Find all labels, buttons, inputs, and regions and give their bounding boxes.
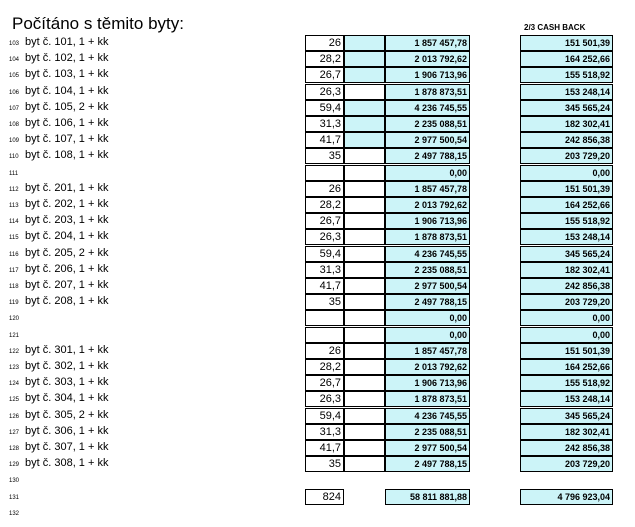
highlight-cell[interactable] (344, 391, 385, 407)
row-number: 126 (9, 413, 20, 420)
price-cell[interactable]: 2 013 792,62 (385, 197, 470, 213)
table-row (0, 375, 635, 391)
price-cell[interactable]: 2 013 792,62 (385, 359, 470, 375)
row-number: 104 (9, 57, 20, 64)
apartment-name[interactable]: byt č. 308, 1 + kk (25, 457, 109, 470)
table-row (0, 359, 635, 375)
price-cell[interactable]: 0,00 (385, 327, 470, 343)
highlight-cell[interactable] (344, 165, 385, 181)
table-row (0, 116, 635, 132)
cashback-cell[interactable]: 242 856,38 (520, 440, 613, 456)
apartment-name[interactable]: byt č. 105, 2 + kk (25, 100, 109, 113)
highlight-cell[interactable] (344, 116, 385, 132)
area-cell[interactable]: 31,3 (305, 262, 344, 278)
highlight-cell[interactable] (344, 440, 385, 456)
price-cell[interactable]: 1 906 713,96 (385, 375, 470, 391)
price-cell[interactable]: 2 013 792,62 (385, 51, 470, 67)
table-row (0, 213, 635, 229)
area-cell[interactable]: 26 (305, 35, 344, 51)
table-row (0, 440, 635, 456)
table-row (0, 148, 635, 164)
cashback-cell[interactable]: 242 856,38 (520, 278, 613, 294)
price-cell[interactable]: 2 497 788,15 (385, 294, 470, 310)
area-cell[interactable]: 26,3 (305, 84, 344, 100)
price-cell[interactable]: 1 857 457,78 (385, 343, 470, 359)
row-number: 112 (9, 186, 19, 193)
apartment-name[interactable]: byt č. 302, 1 + kk (25, 360, 109, 372)
total-cashback-cell[interactable]: 4 796 923,04 (520, 489, 613, 505)
apartment-name[interactable]: byt č. 103, 1 + kk (25, 68, 109, 81)
row-number: 123 (9, 365, 20, 371)
highlight-cell[interactable] (344, 359, 385, 375)
table-row (0, 246, 635, 262)
area-cell[interactable]: 41,7 (305, 440, 344, 456)
apartment-name[interactable]: byt č. 201, 1 + kk (25, 181, 109, 194)
table-row (0, 278, 635, 294)
area-cell[interactable]: 41,7 (305, 132, 344, 148)
price-cell[interactable]: 1 878 873,51 (385, 229, 470, 245)
apartment-name[interactable]: byt č. 106, 1 + kk (25, 117, 109, 129)
price-cell[interactable]: 1 857 457,78 (385, 35, 470, 51)
area-cell[interactable]: 26 (305, 181, 344, 197)
area-cell[interactable]: 26,3 (305, 391, 344, 407)
price-cell[interactable]: 1 878 873,51 (385, 84, 470, 100)
row-number: 131 (9, 494, 20, 501)
table-row (0, 505, 635, 521)
row-number: 127 (9, 429, 20, 436)
cashback-cell[interactable]: 203 729,20 (520, 294, 613, 310)
highlight-cell[interactable] (344, 343, 385, 359)
table-row (0, 100, 635, 116)
apartment-name[interactable]: byt č. 205, 2 + kk (25, 246, 109, 259)
price-cell[interactable]: 1 906 713,96 (385, 67, 470, 83)
cashback-cell[interactable]: 345 565,24 (520, 100, 613, 116)
apartment-name[interactable]: byt č. 101, 1 + kk (25, 36, 109, 48)
apartment-name[interactable]: byt č. 305, 2 + kk (25, 408, 109, 421)
apartment-name[interactable]: byt č. 107, 1 + kk (25, 133, 109, 146)
row-number: 107 (9, 105, 20, 112)
table-row (0, 197, 635, 213)
row-number: 121 (9, 332, 20, 339)
area-cell[interactable]: 31,3 (305, 424, 344, 440)
table-row (0, 165, 635, 181)
highlight-cell[interactable] (344, 84, 385, 100)
row-number: 118 (9, 284, 19, 290)
cashback-cell[interactable]: 345 565,24 (520, 408, 613, 424)
price-cell[interactable]: 2 977 500,54 (385, 132, 470, 148)
table-row (0, 472, 635, 488)
table-row (0, 84, 635, 100)
area-cell[interactable]: 59,4 (305, 246, 344, 262)
cashback-cell[interactable]: 242 856,38 (520, 132, 613, 148)
apartment-name[interactable]: byt č. 203, 1 + kk (25, 214, 109, 227)
cashback-cell[interactable]: 153 248,14 (520, 84, 613, 100)
area-cell[interactable]: 35 (305, 294, 344, 310)
row-number: 105 (9, 73, 20, 80)
row-number: 129 (9, 462, 20, 469)
apartment-name[interactable]: byt č. 301, 1 + kk (25, 343, 109, 356)
table-row (0, 424, 635, 440)
cashback-cell[interactable]: 151 501,39 (520, 35, 613, 51)
apartment-name[interactable]: byt č. 108, 1 + kk (25, 149, 109, 162)
cashback-cell[interactable]: 164 252,66 (520, 51, 613, 67)
area-cell[interactable]: 26,7 (305, 375, 344, 391)
row-number: 110 (9, 154, 19, 161)
apartment-name[interactable]: byt č. 207, 1 + kk (25, 279, 109, 291)
area-cell[interactable]: 59,4 (305, 408, 344, 424)
cashback-cell[interactable]: 153 248,14 (520, 391, 613, 407)
apartment-name[interactable]: byt č. 303, 1 + kk (25, 376, 109, 389)
row-number: 115 (9, 235, 19, 242)
apartment-name[interactable]: byt č. 104, 1 + kk (25, 84, 109, 97)
highlight-cell[interactable] (344, 424, 385, 440)
table-row (0, 132, 635, 148)
area-cell[interactable]: 26 (305, 343, 344, 359)
row-number: 120 (9, 316, 20, 323)
price-cell[interactable]: 2 497 788,15 (385, 148, 470, 164)
price-cell[interactable]: 0,00 (385, 310, 470, 326)
table-row (0, 456, 635, 472)
total-price-cell[interactable]: 58 811 881,88 (385, 489, 470, 505)
table-row (0, 51, 635, 67)
cashback-cell[interactable]: 0,00 (520, 327, 613, 343)
row-number: 132 (9, 510, 20, 517)
row-number: 116 (9, 251, 19, 258)
cashback-cell[interactable]: 345 565,24 (520, 246, 613, 262)
highlight-cell[interactable] (344, 67, 385, 83)
table-row (0, 262, 635, 278)
total-area-cell[interactable]: 824 (305, 489, 344, 505)
cashback-header: 2/3 CASH BACK (524, 23, 586, 32)
row-number: 113 (9, 203, 19, 209)
cashback-cell[interactable]: 151 501,39 (520, 343, 613, 359)
row-number: 108 (9, 122, 20, 128)
highlight-cell[interactable] (344, 148, 385, 164)
area-cell[interactable] (305, 327, 344, 343)
cashback-cell[interactable]: 203 729,20 (520, 148, 613, 164)
apartment-name[interactable]: byt č. 102, 1 + kk (25, 52, 109, 65)
cashback-cell[interactable]: 153 248,14 (520, 229, 613, 245)
row-number: 106 (9, 89, 20, 96)
row-number: 122 (9, 348, 20, 355)
apartment-name[interactable]: byt č. 306, 1 + kk (25, 424, 109, 437)
area-cell[interactable]: 35 (305, 456, 344, 472)
table-row (0, 343, 635, 359)
apartment-name[interactable]: byt č. 307, 1 + kk (25, 441, 109, 453)
area-cell[interactable]: 28,2 (305, 359, 344, 375)
cashback-cell[interactable]: 182 302,41 (520, 424, 613, 440)
row-number: 128 (9, 446, 20, 452)
highlight-cell[interactable] (344, 181, 385, 197)
highlight-cell[interactable] (344, 456, 385, 472)
price-cell[interactable]: 2 235 088,51 (385, 116, 470, 132)
price-cell[interactable]: 2 235 088,51 (385, 424, 470, 440)
cashback-cell[interactable]: 203 729,20 (520, 456, 613, 472)
row-number: 130 (9, 478, 20, 485)
row-number: 124 (9, 381, 20, 388)
cashback-cell[interactable]: 155 518,92 (520, 67, 613, 83)
table-row (0, 67, 635, 83)
table-row (0, 310, 635, 326)
table-row (0, 35, 635, 51)
row-number: 114 (9, 219, 19, 226)
sheet-title: Počítáno s těmito byty: (12, 14, 184, 33)
apartment-name[interactable]: byt č. 304, 1 + kk (25, 392, 109, 405)
cashback-cell[interactable]: 0,00 (520, 165, 613, 181)
highlight-cell[interactable] (344, 229, 385, 245)
highlight-cell[interactable] (344, 213, 385, 229)
apartment-name[interactable]: byt č. 204, 1 + kk (25, 230, 109, 243)
row-number: 125 (9, 397, 20, 404)
area-cell[interactable]: 28,2 (305, 51, 344, 67)
price-cell[interactable]: 1 906 713,96 (385, 213, 470, 229)
highlight-cell[interactable] (344, 197, 385, 213)
area-cell[interactable]: 59,4 (305, 100, 344, 116)
row-number: 111 (9, 170, 19, 177)
price-cell[interactable]: 1 878 873,51 (385, 391, 470, 407)
cashback-cell[interactable]: 182 302,41 (520, 262, 613, 278)
row-number: 119 (9, 300, 19, 307)
table-row (0, 229, 635, 245)
highlight-cell[interactable] (344, 35, 385, 51)
area-cell[interactable]: 26,7 (305, 213, 344, 229)
price-cell[interactable]: 4 236 745,55 (385, 246, 470, 262)
row-number: 117 (9, 267, 19, 274)
apartment-name[interactable]: byt č. 208, 1 + kk (25, 295, 109, 308)
cashback-cell[interactable]: 155 518,92 (520, 213, 613, 229)
highlight-cell[interactable] (344, 246, 385, 262)
highlight-cell[interactable] (344, 408, 385, 424)
cashback-cell[interactable]: 164 252,66 (520, 359, 613, 375)
highlight-cell[interactable] (344, 310, 385, 326)
area-cell[interactable]: 28,2 (305, 197, 344, 213)
highlight-cell[interactable] (344, 100, 385, 116)
price-cell[interactable]: 4 236 745,55 (385, 100, 470, 116)
highlight-cell[interactable] (344, 294, 385, 310)
area-cell[interactable]: 41,7 (305, 278, 344, 294)
price-cell[interactable]: 1 857 457,78 (385, 181, 470, 197)
area-cell[interactable]: 26,3 (305, 229, 344, 245)
apartment-name[interactable]: byt č. 202, 1 + kk (25, 198, 109, 210)
highlight-cell[interactable] (344, 132, 385, 148)
area-cell[interactable]: 26,7 (305, 67, 344, 83)
price-cell[interactable]: 0,00 (385, 165, 470, 181)
cashback-cell[interactable]: 0,00 (520, 310, 613, 326)
price-cell[interactable]: 2 977 500,54 (385, 278, 470, 294)
table-row (0, 391, 635, 407)
apartment-name[interactable]: byt č. 206, 1 + kk (25, 262, 109, 275)
table-row (0, 181, 635, 197)
row-number: 103 (9, 41, 20, 47)
table-row (0, 327, 635, 343)
cashback-cell[interactable]: 151 501,39 (520, 181, 613, 197)
area-cell[interactable]: 35 (305, 148, 344, 164)
area-cell[interactable] (305, 165, 344, 181)
cashback-cell[interactable]: 164 252,66 (520, 197, 613, 213)
highlight-cell[interactable] (344, 278, 385, 294)
price-cell[interactable]: 4 236 745,55 (385, 408, 470, 424)
row-number: 109 (9, 138, 20, 145)
cashback-cell[interactable]: 155 518,92 (520, 375, 613, 391)
area-cell[interactable]: 31,3 (305, 116, 344, 132)
highlight-cell[interactable] (344, 375, 385, 391)
price-cell[interactable]: 2 497 788,15 (385, 456, 470, 472)
highlight-cell[interactable] (344, 262, 385, 278)
highlight-cell[interactable] (344, 51, 385, 67)
area-cell[interactable] (305, 310, 344, 326)
total-row (0, 489, 635, 505)
table-row (0, 294, 635, 310)
price-cell[interactable]: 2 977 500,54 (385, 440, 470, 456)
table-row (0, 408, 635, 424)
cashback-cell[interactable]: 182 302,41 (520, 116, 613, 132)
price-cell[interactable]: 2 235 088,51 (385, 262, 470, 278)
highlight-cell[interactable] (344, 327, 385, 343)
